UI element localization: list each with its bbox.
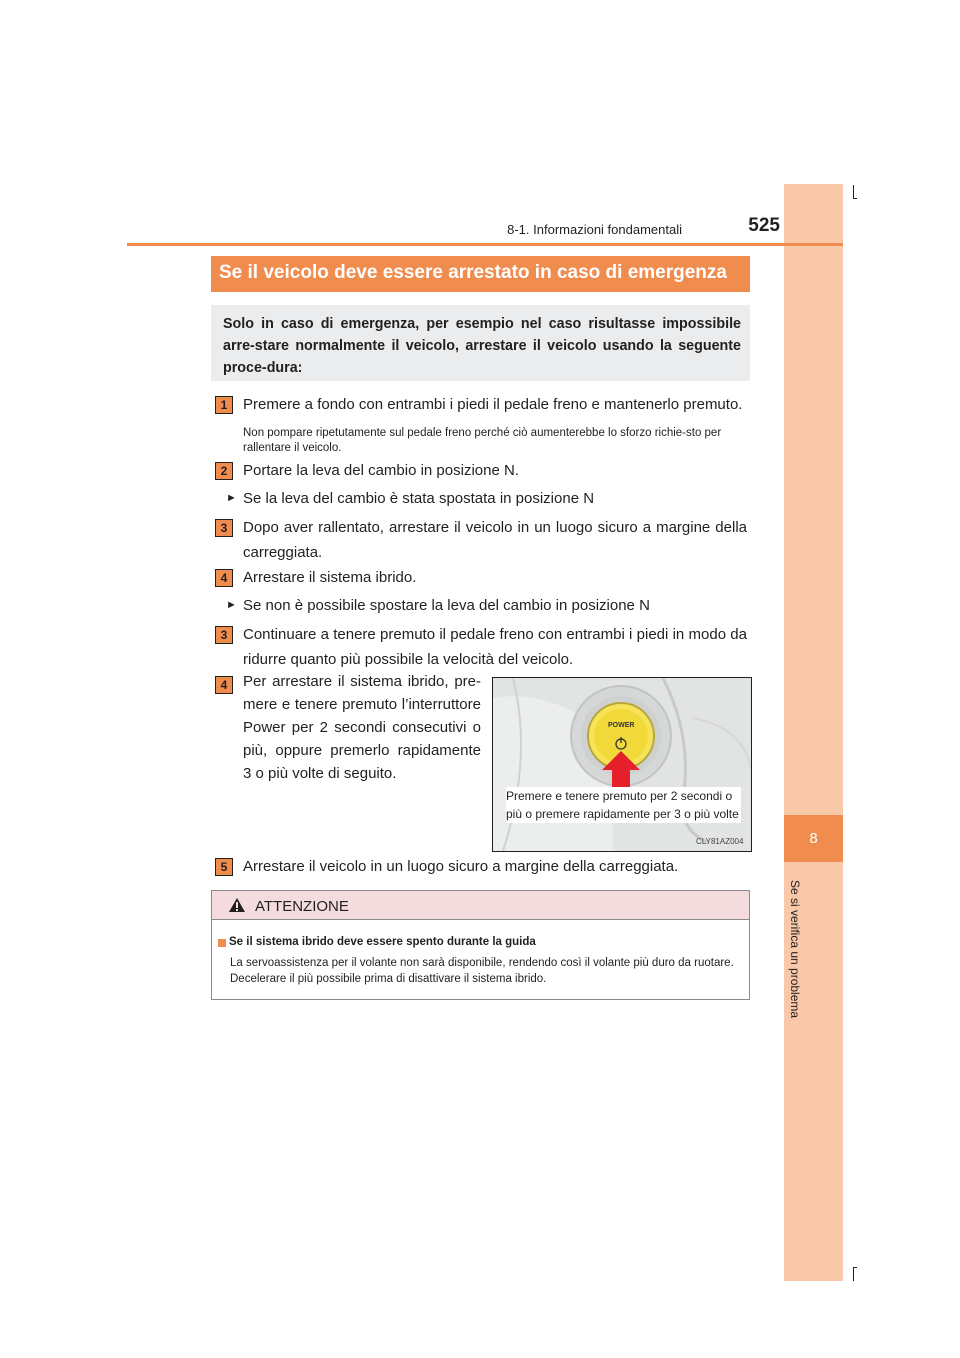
figure-code: CLY81AZ004 <box>696 837 744 846</box>
step-number-badge: 5 <box>215 858 233 876</box>
step-text: Continuare a tenere premuto il pedale freno con entrambi i piedi in modo da ridurre quanto più possibile la velocità del veicolo. <box>243 626 747 668</box>
step-text: Dopo aver rallentato, arrestare il veicolo in un luogo sicuro a margine della carreggiata. <box>243 519 747 561</box>
step-number-badge: 3 <box>215 519 233 537</box>
header-rule <box>127 243 843 246</box>
condition-text: Se non è possibile spostare la leva del cambio in posizione N <box>243 597 650 614</box>
chapter-side-tab <box>784 184 843 1281</box>
warning-subtitle: Se il sistema ibrido deve essere spento durante la guida <box>229 936 536 948</box>
power-button-illustration <box>492 677 752 852</box>
square-bullet-icon <box>218 939 226 947</box>
triangle-bullet-icon: ► <box>226 492 237 504</box>
crop-mark <box>853 1267 857 1268</box>
step-number-badge: 4 <box>215 676 233 694</box>
step-text: Per arrestare il sistema ibrido, pre-mere e tenere premuto l’interruttore Power per 2 secondi consecutivi o più, oppure premerlo rapidamente 3 o più volte di seguito. <box>243 673 481 782</box>
chapter-title-text: Se si verifica un problema <box>788 880 802 1019</box>
intro-text: Solo in caso di emergenza, per esempio nel caso risultasse impossibile arre-stare normalmente il veicolo, arrestare il veicolo usando la seguente proce-dura: <box>223 316 741 376</box>
crop-mark <box>853 1267 854 1281</box>
step-number-badge: 4 <box>215 569 233 587</box>
step-number-badge: 3 <box>215 626 233 644</box>
chapter-title <box>788 880 802 1030</box>
step-text: Portare la leva del cambio in posizione N. <box>243 462 519 479</box>
warning-icon <box>228 897 246 913</box>
step-number-badge: 1 <box>215 396 233 414</box>
warning-body: La servoassistenza per il volante non sarà disponibile, rendendo così il volante più duro da ruotare. Decelerare il più possibile prima di disattivare il sistema ibrido. <box>230 957 734 985</box>
section-title-bar <box>211 256 750 292</box>
triangle-bullet-icon: ► <box>226 599 237 611</box>
intro-box <box>211 305 750 381</box>
step-text: Premere a fondo con entrambi i piedi il pedale freno e mantenerlo premuto. <box>243 396 743 413</box>
crop-mark <box>853 198 857 199</box>
step-text: Arrestare il sistema ibrido. <box>243 569 417 586</box>
section-title: Se il veicolo deve essere arrestato in caso di emergenza <box>219 262 727 283</box>
step-number-badge: 2 <box>215 462 233 480</box>
warning-title: ATTENZIONE <box>255 898 349 915</box>
chapter-number: 8 <box>784 815 843 862</box>
power-button-label: POWER <box>608 722 635 729</box>
crop-mark <box>853 185 854 199</box>
step-note: Non pompare ripetutamente sul pedale freno perché ciò aumenterebbe lo sforzo richie-sto per rallentare il veicolo. <box>243 427 722 454</box>
condition-text: Se la leva del cambio è stata spostata in posizione N <box>243 490 595 507</box>
section-heading: 8-1. Informazioni fondamentali <box>507 222 682 237</box>
power-button-drawing <box>493 678 751 851</box>
figure-caption: Premere e tenere premuto per 2 secondi o più o premere rapidamente per 3 o più volte <box>506 787 741 823</box>
page-number: 525 <box>748 215 780 236</box>
step-text: Arrestare il veicolo in un luogo sicuro a margine della carreggiata. <box>243 858 679 875</box>
